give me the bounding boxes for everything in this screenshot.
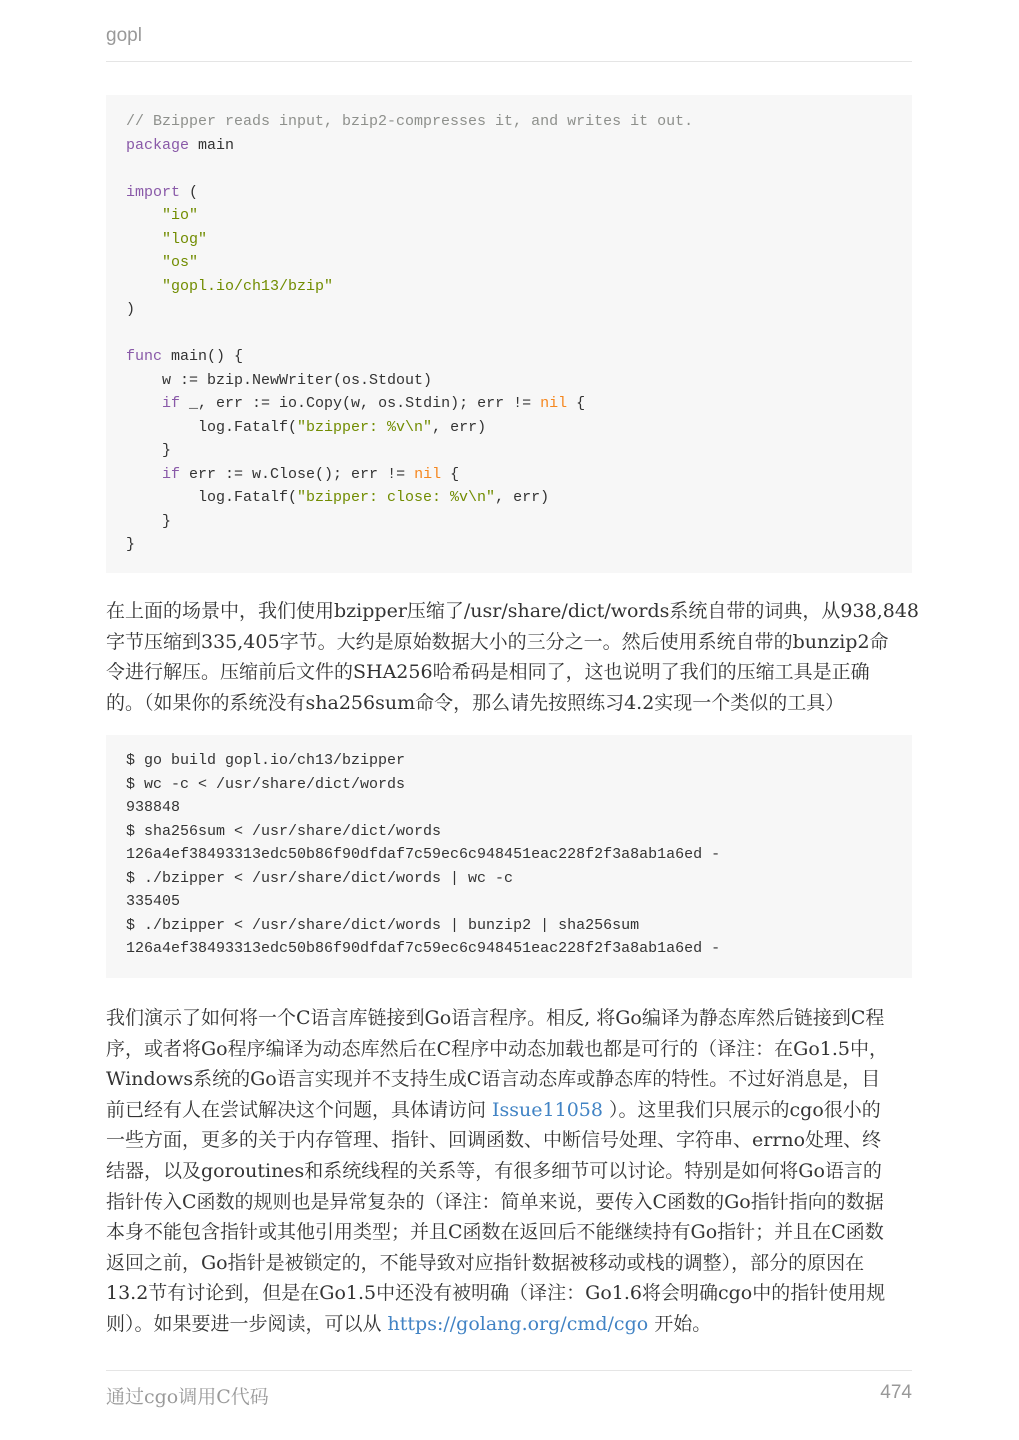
code-token: "bzipper: %v\n" (297, 418, 433, 436)
code-token: main() { (162, 348, 244, 365)
code-line (126, 204, 892, 228)
paragraph-line: 一些方面，更多的关于内存管理、指针、回调函数、中断信号处理、字符串、errno处理、终 (106, 1129, 882, 1152)
code-line (126, 181, 892, 205)
code-line: $ go build gopl.io/ch13/bzipper (126, 752, 406, 769)
code-line (126, 463, 892, 487)
code-token: "bzipper: close: %v\n" (297, 489, 496, 506)
paragraph-line: 序，或者将Go程序编译为动态库然后在C程序中动态加载也都是可行的（译注：在Go1.5中， (106, 1037, 888, 1060)
code-line: 938848 (126, 799, 181, 816)
code-token (126, 207, 162, 224)
text-segment: ）。这里我们只展示的cgo很小的 (602, 1098, 881, 1121)
code-token: w := bzip.NewWriter(os.Stdout) (126, 371, 433, 389)
code-block-shell-session (106, 735, 912, 978)
paragraph-line: 在上面的场景中，我们使用bzipper压缩了/usr/share/dict/words系统自带的词典，从938,848 (106, 600, 920, 622)
code-token: err := w.Close(); err != (180, 465, 415, 483)
code-token: import (126, 183, 181, 201)
paragraph-line: 指针传入C函数的规则也是异常复杂的（译注：简单来说，要传入C函数的Go指针指向的数据 (106, 1190, 884, 1213)
code-line (126, 251, 892, 275)
code-line: 335405 (126, 893, 181, 910)
code-token: , err) (432, 418, 487, 436)
code-token (126, 254, 162, 271)
code-token (126, 395, 162, 412)
page-number: 474 (880, 1382, 912, 1403)
code-line (126, 369, 892, 393)
code-line (126, 322, 892, 346)
code-token: ) (126, 301, 136, 318)
code-line: $ sha256sum < /usr/share/dict/words (126, 822, 442, 840)
code-token: log.Fatalf( (126, 418, 298, 436)
code-line (126, 533, 892, 557)
code-line: $ wc -c < /usr/share/dict/words (126, 775, 406, 793)
code-token: _, err := io.Copy(w, os.Stdin); err != (180, 395, 541, 412)
cgo-docs-link[interactable]: https://golang.org/cmd/cgo (387, 1312, 649, 1335)
book-title: gopl (106, 25, 142, 46)
code-token: "log" (162, 230, 208, 248)
text-segment: 则）。如果要进一步阅读，可以从 (106, 1312, 388, 1335)
code-line: 126a4ef38493313edc50b86f90dfdaf7c59ec6c948451eac228f2f3a8ab1a6ed - (126, 940, 721, 957)
text-segment: 开始。 (648, 1312, 712, 1335)
code-line: $ ./bzipper < /usr/share/dict/words | wc -c (126, 869, 514, 887)
code-line (126, 439, 892, 463)
code-line (126, 298, 892, 322)
paragraph-line: 返回之前，Go指针是被锁定的，不能导致对应指针数据被移动或栈的调整），部分的原因在 (106, 1251, 865, 1274)
page-header (106, 24, 912, 62)
code-token: if (162, 465, 181, 483)
code-token: , err) (495, 489, 550, 506)
code-token (126, 466, 162, 483)
text-segment: 前已经有人在尝试解决这个问题，具体请访问 (106, 1098, 493, 1121)
code-line (126, 510, 892, 534)
paragraph-compression-result (106, 596, 920, 718)
paragraph-cgo-notes (106, 1003, 912, 1340)
paragraph-line: 本身不能包含指针或其他引用类型；并且C函数在返回后不能继续持有Go指针；并且在C函数 (106, 1221, 884, 1244)
code-token: { (567, 395, 586, 412)
code-token: } (126, 536, 136, 553)
code-line (126, 134, 892, 158)
page-footer (106, 1370, 912, 1417)
paragraph-line: 令进行解压。压缩前后文件的SHA256哈希码是相同了，这也说明了我们的压缩工具是正确 (106, 661, 870, 684)
code-token: } (126, 442, 172, 459)
paragraph-line: Windows系统的Go语言实现并不支持生成C语言动态库或静态库的特性。不过好消息是，目 (106, 1068, 881, 1091)
paragraph-line: 字节压缩到335,405字节。大约是原始数据大小的三分之一。然后使用系统自带的bunzip2命 (106, 630, 889, 653)
code-token (126, 231, 162, 248)
code-line (126, 157, 892, 181)
paragraph-line: 我们演示了如何将一个C语言库链接到Go语言程序。相反, 将Go编译为静态库然后链接到C程 (106, 1007, 885, 1029)
code-token: nil (540, 395, 568, 412)
code-line (126, 275, 892, 299)
code-token: "gopl.io/ch13/bzip" (162, 277, 334, 295)
code-token: if (162, 395, 181, 412)
code-token: nil (414, 465, 442, 483)
paragraph-line (106, 1309, 912, 1340)
issue-link[interactable]: Issue11058 (492, 1098, 603, 1121)
section-title: 通过cgo调用C代码 (106, 1386, 269, 1408)
code-token: ( (180, 183, 199, 201)
code-token: main (189, 136, 235, 154)
code-token (126, 278, 162, 295)
code-line (126, 486, 892, 510)
code-line (126, 392, 892, 416)
code-line (126, 345, 892, 369)
code-token: log.Fatalf( (126, 489, 298, 506)
code-token: // Bzipper reads input, bzip2-compresses it, and writes it out. (126, 113, 694, 130)
code-line (126, 228, 892, 252)
paragraph-line (106, 1095, 912, 1126)
code-token: package (126, 136, 190, 154)
paragraph-line: 结器，以及goroutines和系统线程的关系等，有很多细节可以讨论。特别是如何将Go语言的 (106, 1159, 882, 1182)
paragraph-line: 的。（如果你的系统没有sha256sum命令，那么请先按照练习4.2实现一个类似的工具） (106, 691, 845, 714)
code-line (126, 416, 892, 440)
code-token: "io" (162, 207, 199, 224)
code-token: func (126, 348, 163, 365)
code-block-bzipper-source (106, 95, 912, 573)
code-line (126, 110, 892, 134)
code-line: $ ./bzipper < /usr/share/dict/words | bunzip2 | sha256sum (126, 916, 640, 934)
code-token: } (126, 512, 172, 530)
paragraph-line: 13.2节有讨论到，但是在Go1.5中还没有被明确（译注：Go1.6将会明确cgo中的指针使用规 (106, 1282, 886, 1305)
code-token: "os" (162, 254, 199, 271)
code-line: 126a4ef38493313edc50b86f90dfdaf7c59ec6c948451eac228f2f3a8ab1a6ed - (126, 846, 721, 863)
code-token: { (441, 465, 460, 483)
